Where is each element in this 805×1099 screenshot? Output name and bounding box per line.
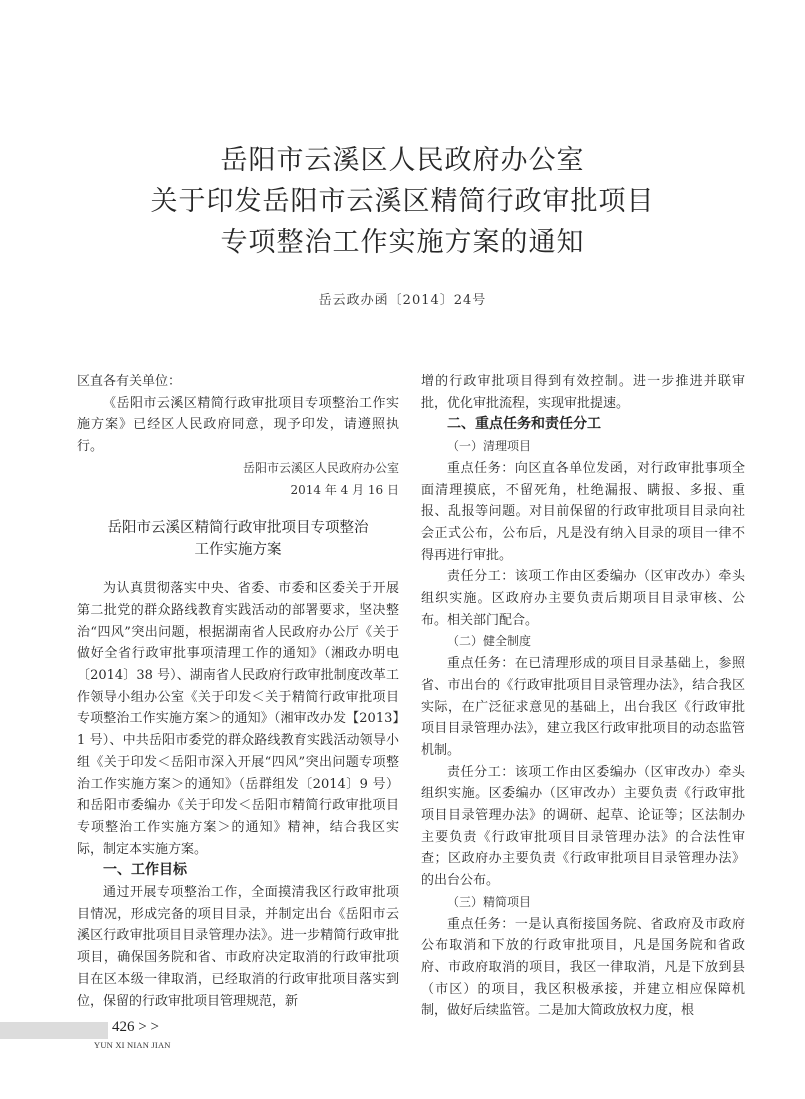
right-column bbox=[421, 371, 745, 1022]
footer-bar bbox=[0, 1022, 108, 1039]
document-number: 岳云政办函〔2014〕24号 bbox=[318, 293, 487, 308]
subsection-2-responsibility: 责任分工：该项工作由区委编办（区审改办）牵头组织实施。区委编办（区审改办）主要负责《行政审批项目目录管理办法》的调研、起草、论证等；区法制办主要负责《行政审批项目目录管理办法》的合法性审查；区政府办主要负责《行政审批项目目录管理办法》的出台公布。 bbox=[421, 764, 745, 889]
publication-name: YUN XI NIAN JIAN bbox=[94, 1040, 171, 1050]
subsection-2-heading: （二）健全制度 bbox=[447, 634, 532, 649]
subsection-1-heading: （一）清理项目 bbox=[447, 439, 532, 454]
subsection-2-task: 重点任务：在已清理形成的项目目录基础上，参照省、市出台的《行政审批项目目录管理办法》，结合我区实际，在广泛征求意见的基础上，出台我区《行政审批项目目录管理办法》，建立我区行政审批项目的动态监管机制。 bbox=[421, 656, 745, 758]
notice-date: 2014 年 4 月 16 日 bbox=[290, 482, 399, 497]
left-column bbox=[77, 371, 399, 1012]
notice-signer: 岳阳市云溪区人民政府办公室 bbox=[242, 460, 399, 475]
subsection-3-task: 重点任务：一是认真衔接国务院、省政府及市政府公布取消和下放的行政审批项目，凡是国务院和省政府、市政府取消的项目，我区一律取消，凡是下放到县（市区）的项目，我区积极承接，并建立相应保障机制，做好后续监管。二是加大简政放权力度，根 bbox=[421, 916, 745, 1019]
plan-title-line-2: 工作实施方案 bbox=[194, 542, 282, 559]
plan-intro: 为认真贯彻落实中央、省委、市委和区委关于开展第二批党的群众路线教育实践活动的部署要求，坚决整治“四风”突出问题，根据湖南省人民政府办公厅《关于做好全省行政审批事项清理工作的通知》（湘政办明电〔2014〕38 号）、湖南省人民政府行政审批制度改革工作领导小组办公室《关于印发＜关于精简行政审批项目专项整治工作实施方案＞的通知》（湘审改办发【2013】1 号）、中共岳阳市委党的群众路线教育实践活动领导小组《关于印发＜岳阳市深入开展“四风”突出问题专项整治工作实施方案＞的通知》（岳群组发〔2014〕9 号）和岳阳市委编办《关于印发＜岳阳市精简行政审批项目专项整治工作实施方案＞的通知》精神，结合我区实际，制定本实施方案。 bbox=[77, 581, 399, 857]
page-number-value: 426 bbox=[112, 1019, 135, 1035]
plan-title bbox=[77, 517, 399, 561]
page-number bbox=[112, 1019, 159, 1036]
plan-title-line-1: 岳阳市云溪区精简行政审批项目专项整治 bbox=[107, 520, 369, 537]
title-line-3: 专项整治工作实施方案的通知 bbox=[220, 227, 585, 258]
section-1-heading: 一、工作目标 bbox=[103, 862, 187, 879]
document-title bbox=[0, 140, 805, 263]
addressee: 区直各有关单位： bbox=[77, 374, 182, 389]
title-line-2: 关于印发岳阳市云溪区精简行政审批项目 bbox=[150, 186, 655, 217]
section-1-body-part2: 增的行政审批项目得到有效控制。进一步推进并联审批，优化审批流程，实现审批提速。 bbox=[421, 374, 745, 411]
subsection-1-task: 重点任务：向区直各单位发函，对行政审批事项全面清理摸底，不留死角，杜绝漏报、瞒报、多报、重报、乱报等问题。对目前保留的行政审批项目目录向社会正式公布，公布后，凡是没有纳入目录的项目一律不得再进行审批。 bbox=[421, 460, 745, 563]
subsection-3-heading: （三）精简项目 bbox=[447, 894, 532, 909]
section-2-heading: 二、重点任务和责任分工 bbox=[447, 416, 601, 433]
title-line-1: 岳阳市云溪区人民政府办公室 bbox=[220, 145, 585, 176]
subsection-1-responsibility: 责任分工：该项工作由区委编办（区审改办）牵头组织实施。区政府办主要负责后期项目目录审核、公布。相关部门配合。 bbox=[421, 569, 745, 628]
page-arrows-icon: > > bbox=[138, 1019, 159, 1035]
notice-body: 《岳阳市云溪区精简行政审批项目专项整治工作实施方案》已经区人民政府同意，现予印发，请遵照执行。 bbox=[77, 395, 399, 455]
section-1-body-part1: 通过开展专项整治工作，全面摸清我区行政审批项目情况，形成完备的项目目录，并制定出台《岳阳市云溪区行政审批项目目录管理办法》。进一步精简行政审批项目，确保国务院和省、市政府决定取消的行政审批项目在区本级一律取消，已经取消的行政审批项目落实到位，保留的行政审批项目管理规范，新 bbox=[77, 885, 399, 1009]
